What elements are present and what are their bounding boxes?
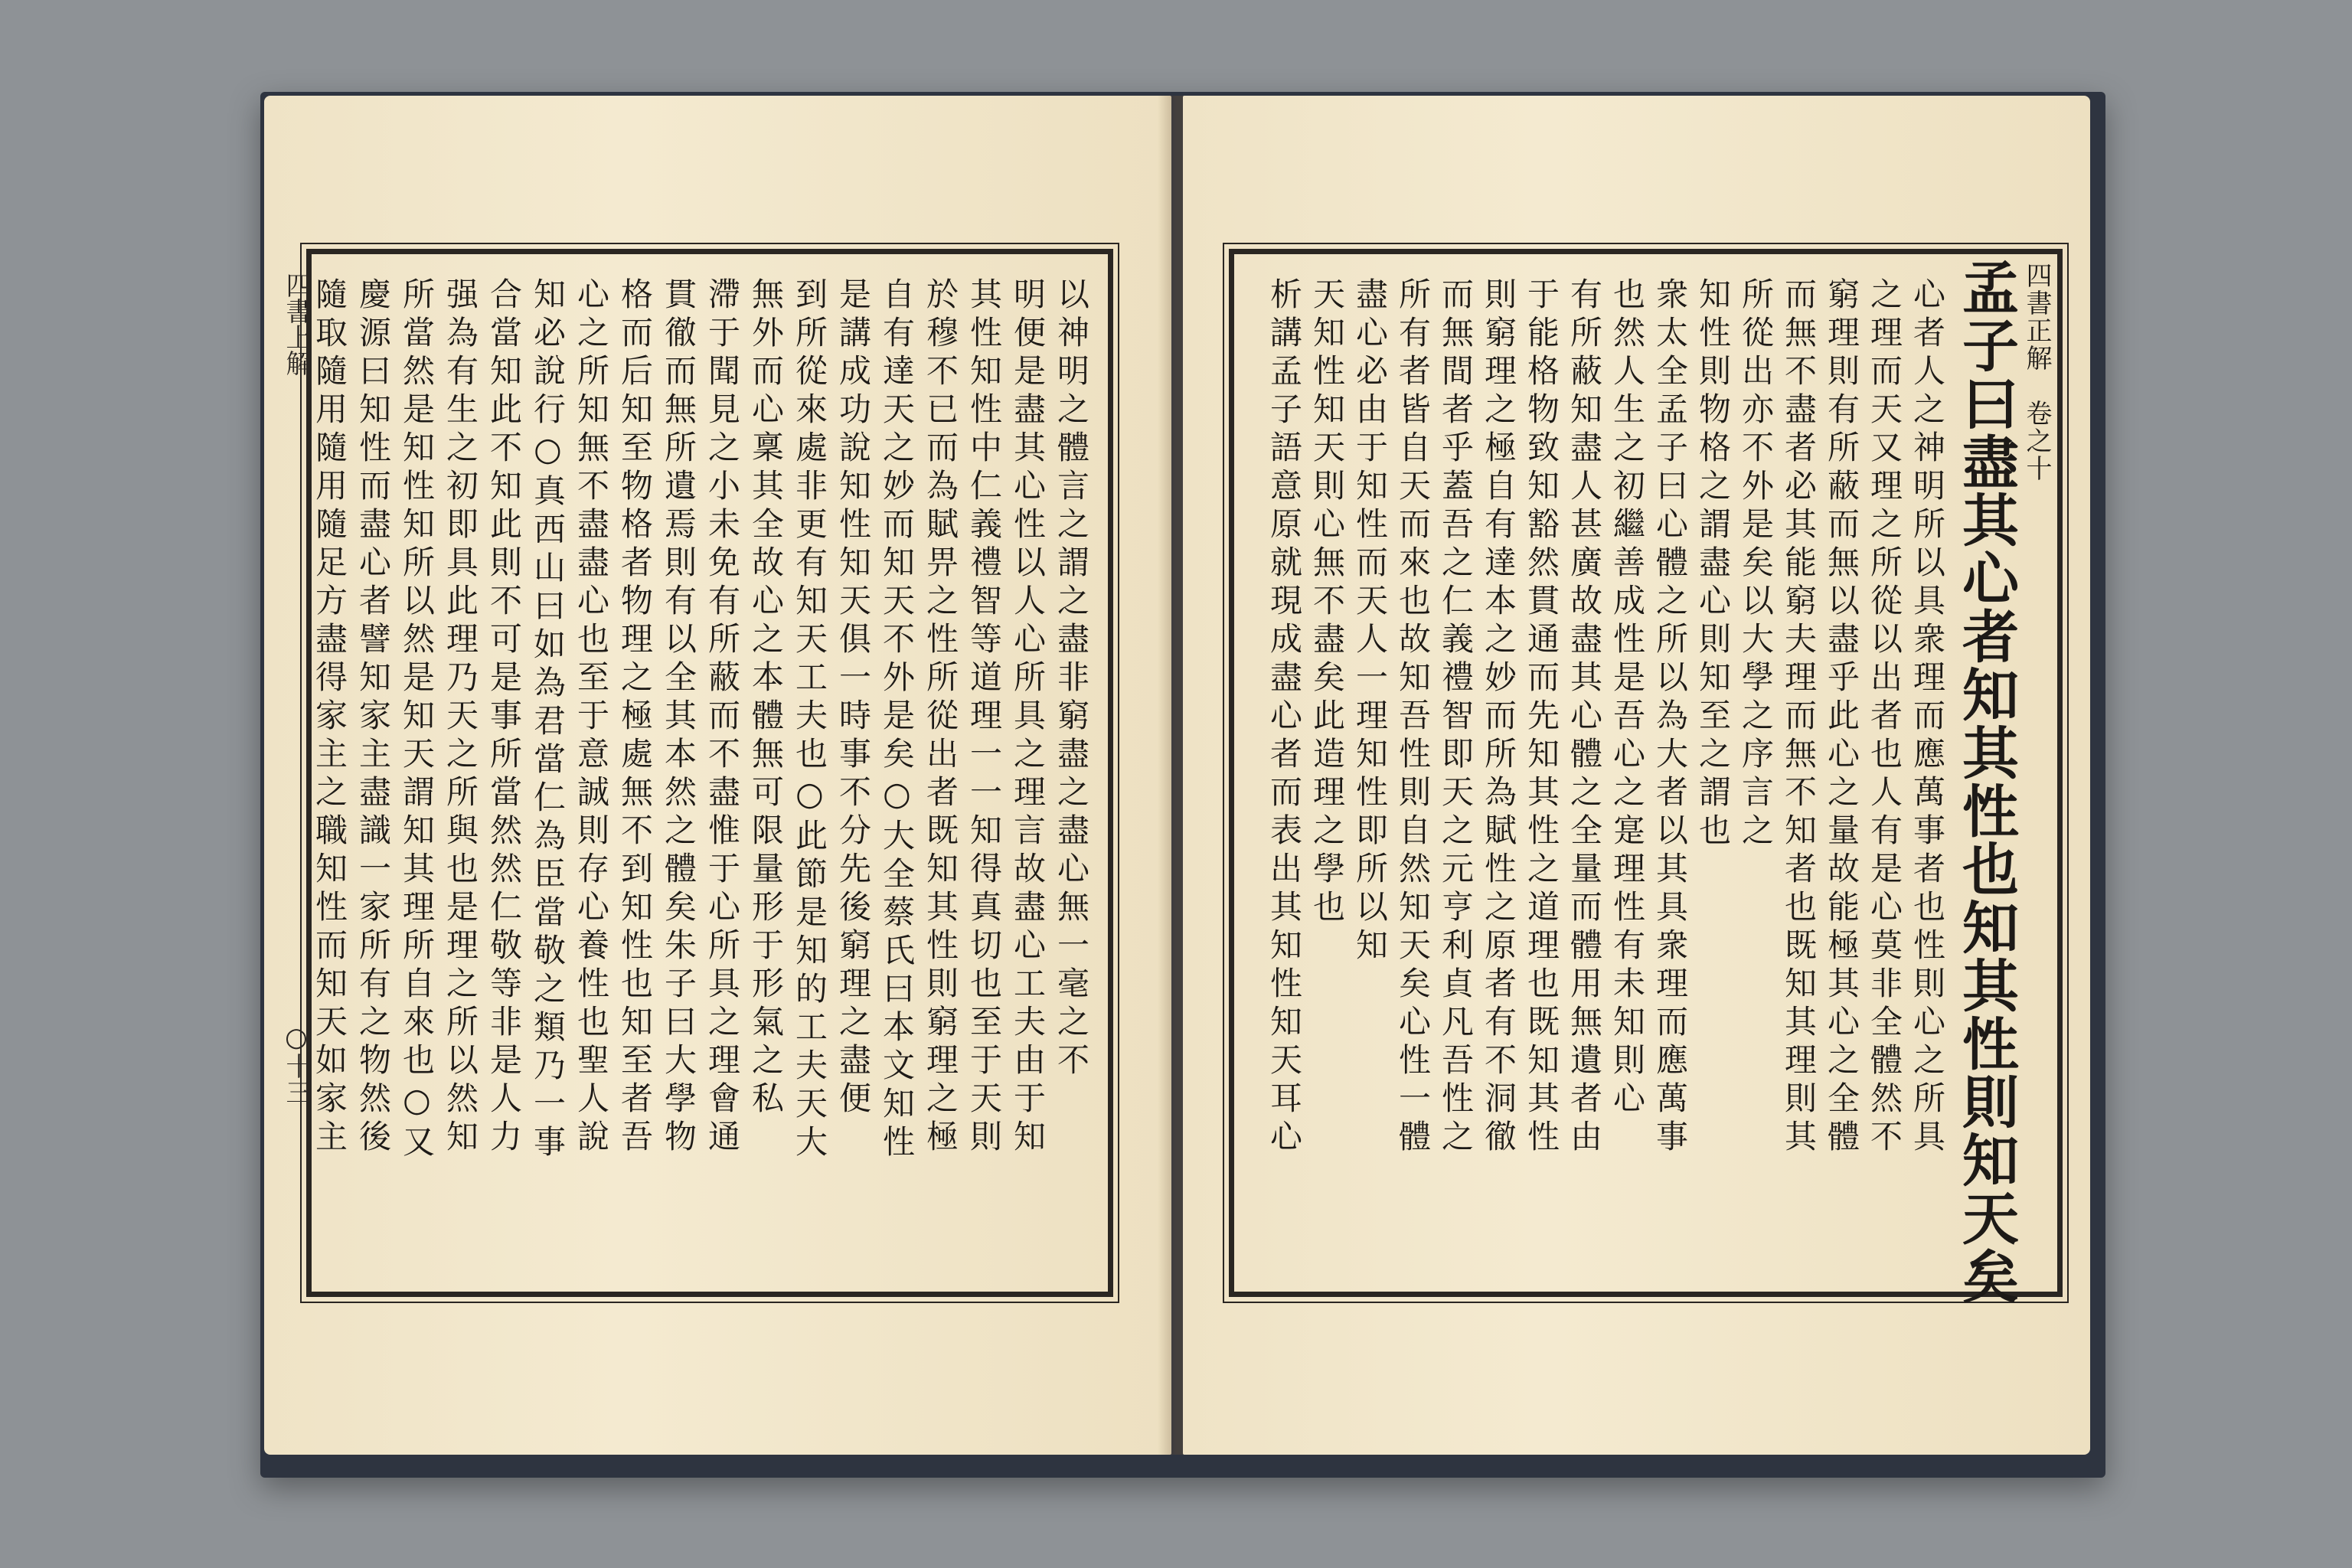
left-text-column: 於穆不已而為賦畀之性所從出者既知其性則窮理之極 [922,277,959,1158]
right-text-column: 則窮理之極自有達本之妙而所為賦性之原者有不洞徹 [1480,277,1517,1158]
left-text-frame [306,249,1113,1297]
right-text-column: 天知性知天則心無不盡矣此造理之學也 [1308,277,1346,928]
right-text-column: 之理而天又理之所從以出者也人有是心莫非全體然不 [1866,277,1903,1158]
right-text-column: 而無不盡者必其能窮夫理而無不知者也既知其理則其 [1780,277,1818,1158]
left-text-column: 無外而心稟其全故心之本體無可限量形于形氣之私 [747,277,785,1119]
left-text-column: 强為有生之初即具此理乃天之所與也是理之所以然知 [442,277,479,1158]
right-text-column: 而無間者乎蓋吾之仁義禮智即天之元亨利貞凡吾性之 [1437,277,1475,1158]
right-text-column: 衆太全孟子曰心體之所以為大者以其具衆理而應萬事 [1651,277,1689,1158]
left-text-column: 隨取隨用隨用隨足方盡得家主之職知性而知天如家主 [311,277,348,1158]
left-text-column: 到所從來處非更有知天工夫也○此節是知的工夫天大 [791,277,828,1163]
right-text-column: 心者人之神明所以具衆理而應萬事者也性則心之所具 [1909,277,1946,1158]
left-text-column: 所當然是知性知所以然是知天謂知其理所自來也○又 [398,277,436,1163]
right-text-column: 所從出亦不外是矣以大學之序言之 [1737,277,1775,851]
right-text-column: 窮理則有所蔽而無以盡乎此心之量故能極其心之全體 [1823,277,1860,1158]
left-text-column: 明便是盡其心性以人心所具之理言故盡心工夫由于知 [1009,277,1047,1158]
right-text-column: 于能格物致知豁然貫通而先知其性之道理也既知其性 [1523,277,1560,1158]
right-text-column: 所有者皆自天而來也故知吾性則自然知天矣心性一體 [1394,277,1432,1158]
right-text-column: 析講孟子語意原就現成盡心者而表出其知性知天耳心 [1266,277,1303,1158]
left-text-column: 心之所知無不盡盡心也至于意誠則存心養性也聖人說 [573,277,610,1158]
left-page-margin-title: 四書上解 [281,272,312,376]
left-text-column: 知必說行○真西山曰如為君當仁為臣當敬之類乃一事 [529,277,567,1163]
left-text-column: 以神明之體言之謂之盡非窮盡之盡心無一毫之不 [1053,277,1090,1081]
right-page-chapter-marker: 卷之十 [2021,400,2052,482]
left-text-column: 其性知性中仁義禮智等道理一一知得真切也至于天則 [965,277,1003,1158]
left-text-column: 滯于聞見之小未免有所蔽而不盡惟于心所具之理會通 [704,277,741,1158]
right-text-column: 有所蔽知盡人甚廣故盡其心體之全量而體用無遺者由 [1566,277,1603,1158]
right-page [1183,96,2090,1455]
left-text-column: 合當知此不知此則不可是事所當然然仁敬等非是人力 [485,277,523,1158]
left-text-column: 貫徹而無所遺焉則有以全其本然之體矣朱子曰大學物 [660,277,697,1158]
left-text-column: 慶源曰知性而盡心者譬知家主盡識一家所有之物然後 [354,277,392,1158]
right-text-column: 也然人生之初繼善成性是吾心之寔理性有未知則心 [1609,277,1646,1119]
right-page-heading: 孟子曰盡其心者知其性也知其性則知天矣 [1953,258,2019,1305]
left-page [264,96,1171,1455]
left-page-number: ○十三 [281,1022,312,1105]
right-text-frame [1229,249,2063,1305]
right-text-column: 盡心必由于知性而天人一理知性即所以知 [1351,277,1389,966]
right-page-margin-title: 四書正解 [2021,262,2052,372]
left-text-column: 是講成功說知性知天俱一時事不分先後窮理之盡便 [835,277,872,1119]
left-text-column: 格而后知至物格者物理之極處無不到知性也知至者吾 [616,277,654,1158]
left-text-column: 自有達天之妙而知天不外是矣○大全蔡氏曰本文知性 [878,277,916,1163]
right-text-column: 知性則物格之謂盡心則知至之謂也 [1694,277,1732,851]
